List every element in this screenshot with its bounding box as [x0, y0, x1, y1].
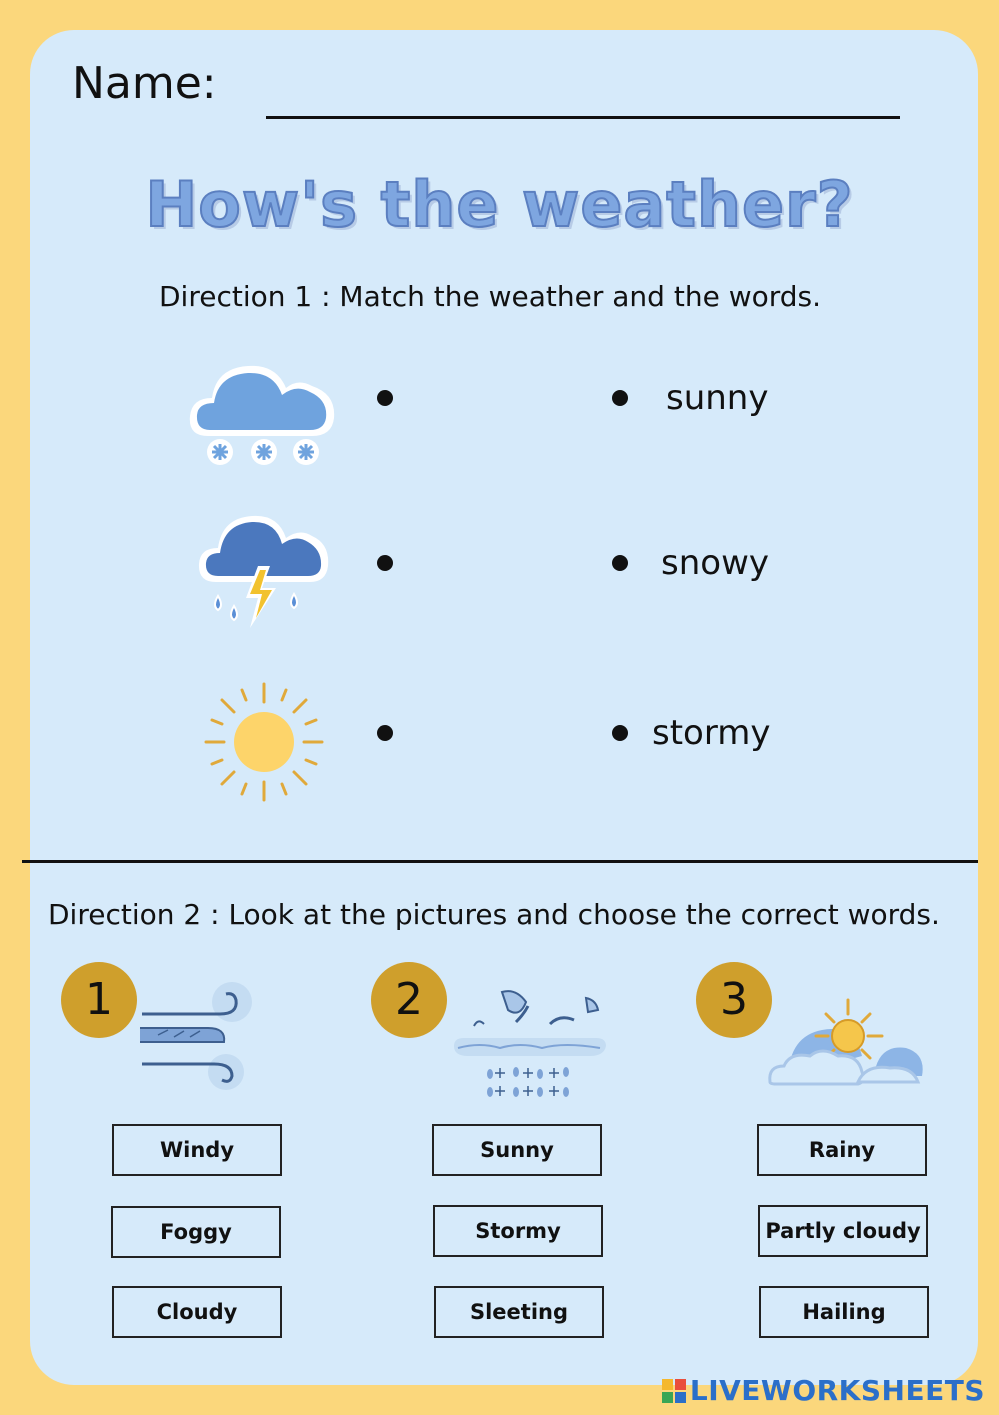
match-word-2: snowy — [661, 543, 769, 583]
match-word-1: sunny — [666, 378, 769, 418]
wind-icon — [138, 980, 254, 1092]
direction-2: Direction 2 : Look at the pictures and choose the correct words. — [48, 898, 940, 931]
q1-option-2[interactable]: Foggy — [111, 1206, 281, 1258]
name-input-line[interactable] — [266, 116, 900, 119]
match-dot-right-1[interactable] — [612, 390, 628, 406]
direction-1: Direction 1 : Match the weather and the words. — [158, 280, 822, 313]
storm-cloud-icon — [196, 508, 330, 634]
q2-option-1[interactable]: Sunny — [432, 1124, 602, 1176]
q2-option-3[interactable]: Sleeting — [434, 1286, 604, 1338]
brand-text: LIVEWORKSHEETS — [689, 1374, 985, 1407]
name-label: Name: — [72, 58, 217, 109]
sun-icon — [202, 680, 326, 804]
match-dot-right-3[interactable] — [612, 725, 628, 741]
match-dot-left-2[interactable] — [377, 555, 393, 571]
match-dot-left-3[interactable] — [377, 725, 393, 741]
question-number-3: 3 — [696, 962, 772, 1038]
match-word-3: stormy — [652, 713, 771, 753]
q1-option-3[interactable]: Cloudy — [112, 1286, 282, 1338]
question-number-1: 1 — [61, 962, 137, 1038]
section-divider — [22, 860, 978, 863]
page-title: How's the weather? — [145, 168, 854, 241]
sleet-cloud-icon — [450, 984, 610, 1100]
question-number-2: 2 — [371, 962, 447, 1038]
q3-option-2[interactable]: Partly cloudy — [758, 1205, 928, 1257]
q3-option-1[interactable]: Rainy — [757, 1124, 927, 1176]
match-dot-left-1[interactable] — [377, 390, 393, 406]
partly-cloudy-icon — [766, 996, 926, 1088]
snow-cloud-icon — [186, 348, 338, 470]
liveworksheets-logo — [662, 1374, 985, 1407]
q2-option-2[interactable]: Stormy — [433, 1205, 603, 1257]
q3-option-3[interactable]: Hailing — [759, 1286, 929, 1338]
liveworksheets-mark-icon — [662, 1379, 686, 1403]
match-dot-right-2[interactable] — [612, 555, 628, 571]
q1-option-1[interactable]: Windy — [112, 1124, 282, 1176]
